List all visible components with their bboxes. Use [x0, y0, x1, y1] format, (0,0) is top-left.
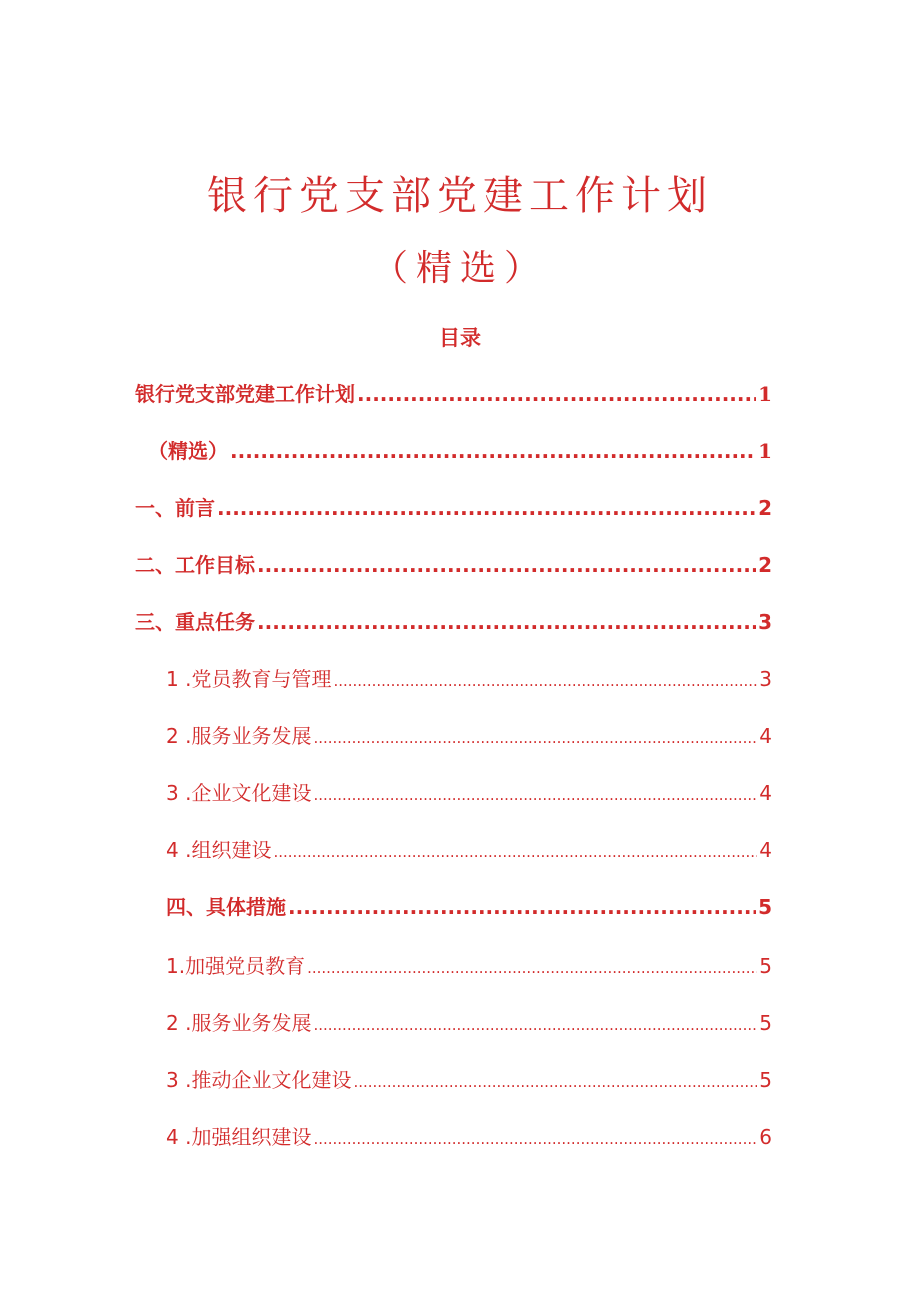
toc-entry[interactable] — [166, 662, 772, 696]
toc-page-number: 5 — [759, 1011, 772, 1035]
toc-entry[interactable] — [166, 719, 772, 753]
toc-page-number: 5 — [758, 895, 772, 919]
toc-leader-dots — [273, 835, 757, 869]
toc-heading: 目录 — [439, 326, 481, 350]
toc-entry-label: 一、前言 — [135, 496, 215, 520]
toc-entry[interactable] — [166, 949, 772, 983]
document-subtitle: （精选） — [371, 248, 548, 289]
toc-entry[interactable] — [166, 833, 772, 867]
toc-entry-label: 2 .服务业务发展 — [166, 724, 312, 748]
toc-leader-dots — [313, 721, 757, 755]
toc-entry-label: 2 .服务业务发展 — [166, 1011, 312, 1035]
toc-leader-dots — [257, 605, 756, 639]
toc-page-number: 6 — [759, 1125, 772, 1149]
toc-entry-label: 1.加强党员教育 — [166, 954, 306, 978]
toc-page-number: 4 — [759, 781, 772, 805]
toc-page-number: 4 — [759, 724, 772, 748]
toc-leader-dots — [217, 491, 756, 525]
toc-entry[interactable] — [135, 548, 772, 582]
toc-leader-dots — [313, 1122, 757, 1156]
toc-entry-label: 3 .企业文化建设 — [166, 781, 312, 805]
toc-leader-dots — [357, 377, 756, 411]
toc-entry-label: 四、具体措施 — [166, 895, 286, 919]
toc-entry[interactable] — [135, 491, 772, 525]
toc-leader-dots — [257, 548, 756, 582]
toc-entry-label: 三、重点任务 — [135, 610, 255, 634]
toc-page-number: 2 — [758, 553, 772, 577]
toc-entry[interactable] — [166, 1006, 772, 1040]
toc-entry-label: 3 .推动企业文化建设 — [166, 1068, 352, 1092]
toc-leader-dots — [313, 1008, 757, 1042]
toc-entry-label: （精选） — [148, 439, 228, 463]
toc-entry-label: 1 .党员教育与管理 — [166, 667, 332, 691]
toc-entry[interactable] — [166, 776, 772, 810]
toc-entry[interactable] — [166, 1063, 772, 1097]
toc-leader-dots — [313, 778, 757, 812]
document-title: 银行党支部党建工作计划 — [207, 173, 713, 219]
toc-entry-label: 银行党支部党建工作计划 — [135, 382, 355, 406]
toc-leader-dots — [288, 890, 756, 924]
toc-entry-label: 二、工作目标 — [135, 553, 255, 577]
toc-entry[interactable] — [148, 434, 772, 468]
toc-page-number: 3 — [759, 667, 772, 691]
toc-leader-dots — [307, 951, 757, 985]
toc-leader-dots — [333, 664, 757, 698]
toc-entry[interactable] — [135, 377, 772, 411]
toc-entry[interactable] — [166, 890, 772, 924]
toc-page-number: 1 — [758, 439, 772, 463]
toc-page-number: 5 — [759, 954, 772, 978]
toc-page-number: 5 — [759, 1068, 772, 1092]
toc-entry[interactable] — [166, 1120, 772, 1154]
toc-entry-label: 4 .组织建设 — [166, 838, 272, 862]
toc-leader-dots — [230, 434, 756, 468]
toc-leader-dots — [353, 1065, 757, 1099]
toc-page-number: 1 — [758, 382, 772, 406]
toc-page-number: 3 — [758, 610, 772, 634]
toc-entry-label: 4 .加强组织建设 — [166, 1125, 312, 1149]
toc-entry[interactable] — [135, 605, 772, 639]
toc-page-number: 4 — [759, 838, 772, 862]
toc-page-number: 2 — [758, 496, 772, 520]
